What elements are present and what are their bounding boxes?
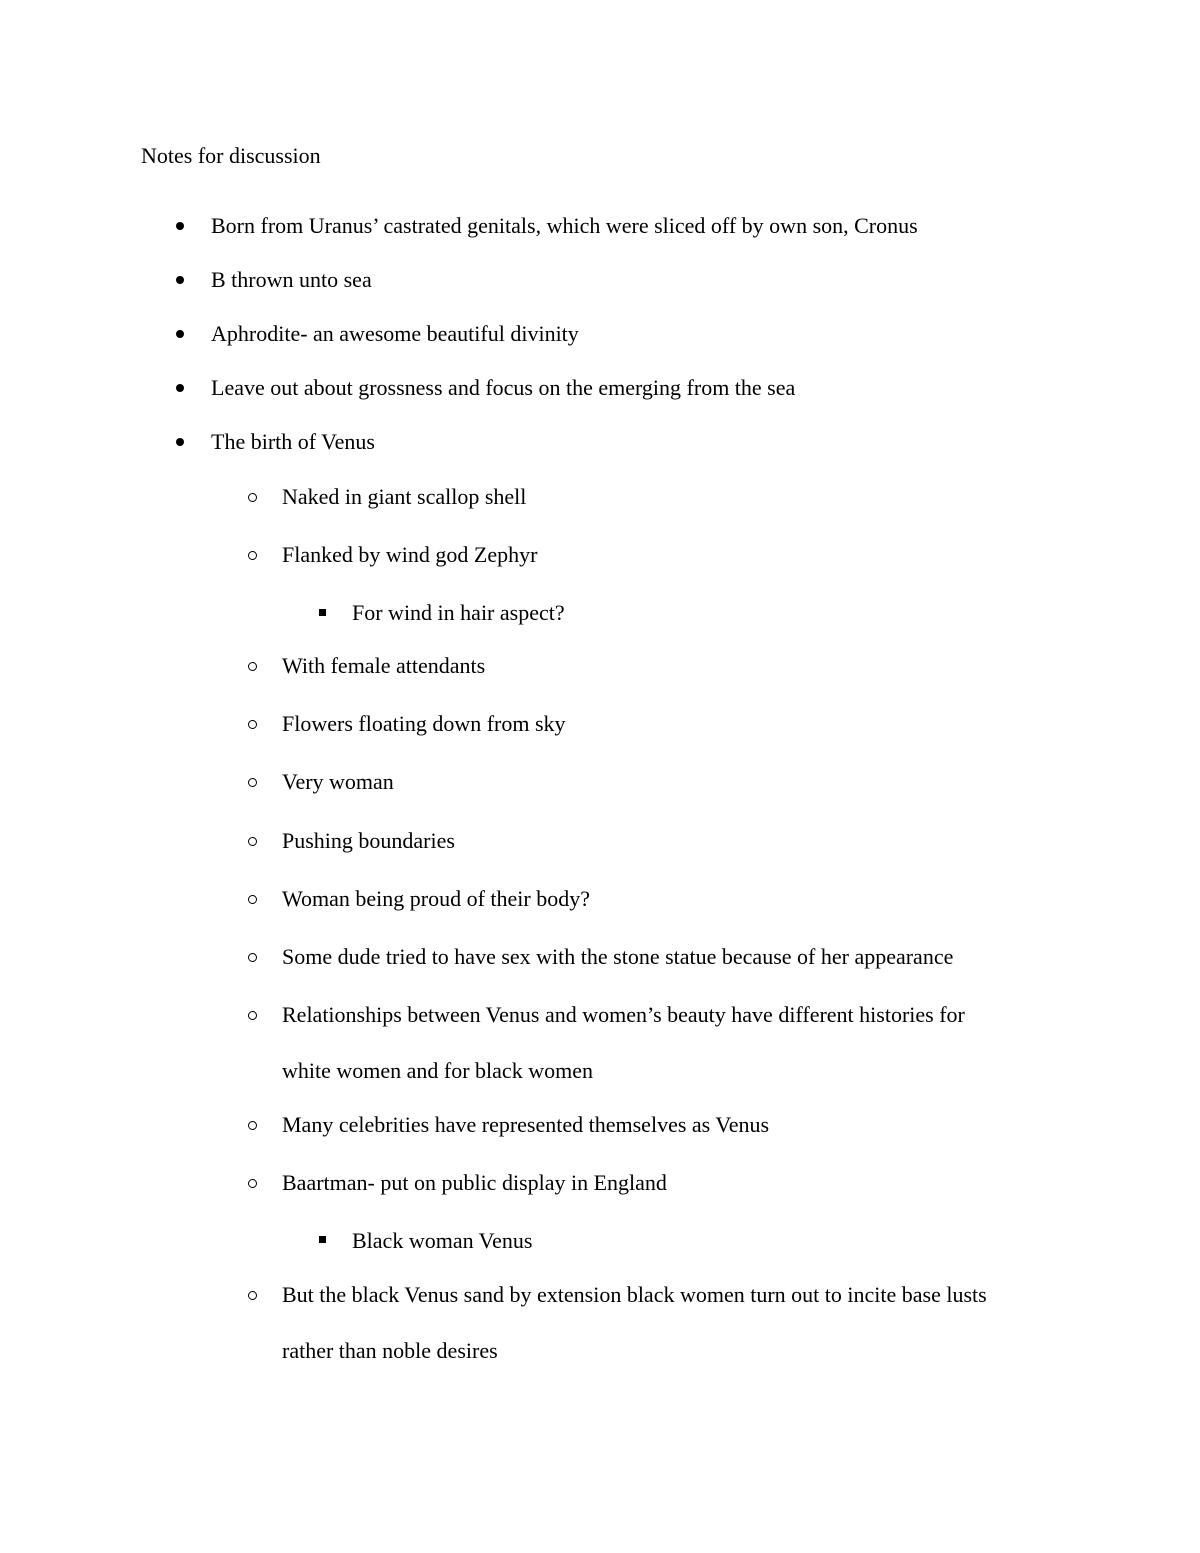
hollow-bullet-icon (248, 720, 257, 729)
list-item: For wind in hair aspect? (352, 600, 565, 625)
bullet-icon (176, 438, 184, 446)
list-item: Relationships between Venus and women’s beauty have different histories for (282, 1002, 965, 1027)
hollow-bullet-icon (248, 837, 257, 846)
list-item: Flowers floating down from sky (282, 711, 566, 736)
list-item: Flanked by wind god Zephyr (282, 542, 538, 567)
bullet-icon (176, 330, 184, 338)
hollow-bullet-icon (248, 1011, 257, 1020)
square-bullet-icon (319, 1236, 326, 1243)
list-item: The birth of Venus (211, 429, 375, 454)
list-item: With female attendants (282, 653, 486, 678)
list-item: Pushing boundaries (282, 828, 455, 853)
list-item: Many celebrities have represented themselves as Venus (282, 1112, 770, 1137)
list-item: B thrown unto sea (211, 267, 372, 292)
hollow-bullet-icon (248, 493, 257, 502)
hollow-bullet-icon (248, 895, 257, 904)
list-item: Leave out about grossness and focus on the emerging from the sea (211, 375, 796, 400)
hollow-bullet-icon (248, 1291, 257, 1300)
hollow-bullet-icon (248, 662, 257, 671)
hollow-bullet-icon (248, 778, 257, 787)
list-item: Aphrodite- an awesome beautiful divinity (211, 321, 579, 346)
list-item: Some dude tried to have sex with the stone statue because of her appearance (282, 944, 954, 969)
list-item: But the black Venus sand by extension black women turn out to incite base lusts (282, 1282, 987, 1307)
bullet-icon (176, 384, 184, 392)
list-item-continuation: white women and for black women (282, 1058, 593, 1083)
list-item: Born from Uranus’ castrated genitals, which were sliced off by own son, Cronus (211, 213, 918, 238)
list-item: Black woman Venus (352, 1228, 533, 1253)
list-item-continuation: rather than noble desires (282, 1338, 498, 1363)
hollow-bullet-icon (248, 953, 257, 962)
list-item: Woman being proud of their body? (282, 886, 590, 911)
bullet-icon (176, 276, 184, 284)
square-bullet-icon (319, 609, 326, 616)
hollow-bullet-icon (248, 1179, 257, 1188)
hollow-bullet-icon (248, 1121, 257, 1130)
bullet-icon (176, 222, 184, 230)
document-title: Notes for discussion (141, 143, 321, 168)
list-item: Very woman (282, 769, 394, 794)
list-item: Naked in giant scallop shell (282, 484, 527, 509)
list-item: Baartman- put on public display in England (282, 1170, 667, 1195)
hollow-bullet-icon (248, 551, 257, 560)
